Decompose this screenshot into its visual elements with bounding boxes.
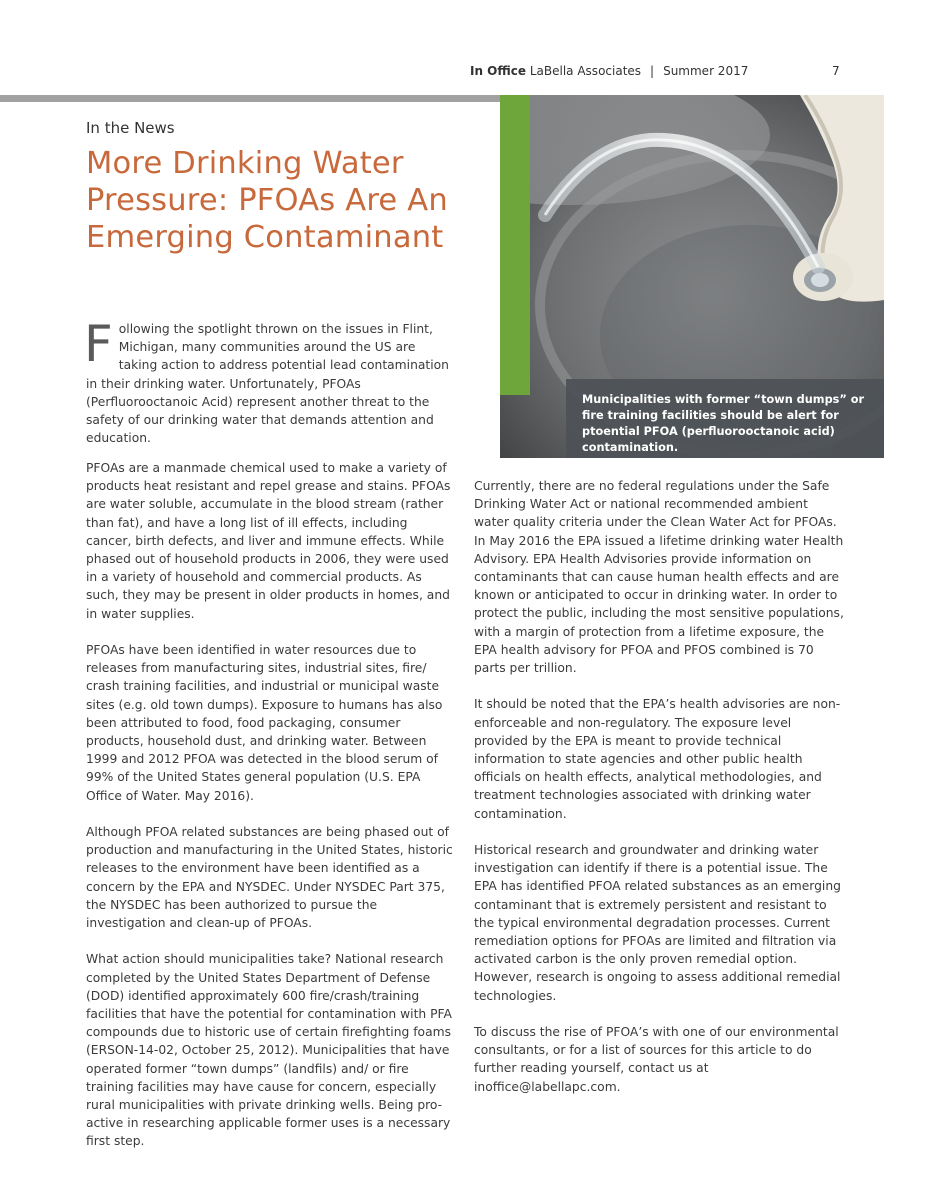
section-kicker: In the News — [86, 119, 175, 137]
body-paragraph: PFOAs are a manmade chemical used to make a variety of products heat resistant and repel grease and stains. PFOAs are water soluble, accumulate in the blood stream (rather than fat), and have a long list of ill effects, including cancer, birth defects, and liver and immune effects. While phased out of household products in 2006, they were used in a variety of household and commercial products. As such, they may be present in older products in homes, and in water supplies. — [86, 461, 451, 621]
body-paragraph: To discuss the rise of PFOA’s with one of our environmental consultants, or for a list of sources for this article to do further reading yourself, contact us at inoffice@labellapc.com. — [474, 1025, 839, 1094]
company-name: LaBella Associates — [529, 64, 642, 78]
page-number: 7 — [832, 64, 840, 78]
body-paragraph: PFOAs have been identified in water resources due to releases from manufacturing sites, industrial sites, fire/ crash training facilities, and industrial or municipal waste sites (e.g. old town dumps). Exposure to humans has also been attributed to food, food packaging, consumer products, household dust, and drinking water. Between 1999 and 2012 PFOA was detected in the blood serum of 99% of the United States general population (U.S. EPA Office of Water. May 2016). — [86, 643, 443, 803]
body-paragraph: Historical research and groundwater and drinking water investigation can identify if there is a potential issue. The EPA has identified PFOA related substances as an emerging contaminant that is extremely persistent and resistant to the typical environmental degradation processes. Current remediation options for PFOAs are limited and filtration via activated carbon is the only proven remedial option. However, research is ongoing to assess additional remedial technologies. — [474, 843, 841, 1003]
header-rule — [0, 95, 500, 102]
body-paragraph: It should be noted that the EPA’s health advisories are non-enforceable and non-regulatory. The exposure level provided by the EPA is meant to provide technical information to state agencies and other public health officials on health effects, analytical methodologies, and treatment technologies associated with drinking water contamination. — [474, 697, 841, 821]
lead-text: ollowing the spotlight thrown on the issues in Flint, Michigan, many communities around the US are taking action to address potential lead contamination in their drinking water. Unfortunately, PFOAs (Perfluorooctanoic Acid) represent another threat to the safety of our drinking water that demands attention and education. — [86, 322, 449, 446]
article-title: More Drinking Water Pressure: PFOAs Are An Emerging Contaminant — [86, 146, 448, 255]
issue-date: Summer 2017 — [663, 64, 749, 78]
body-paragraph: Although PFOA related substances are being phased out of production and manufacturing in the United States, historic releases to the environment have been identified as a concern by the EPA and NYSDEC. Under NYSDEC Part 375, the NYSDEC has been authorized to pursue the investigation and clean-up of PFOAs. — [86, 825, 453, 931]
body-column-right — [474, 477, 846, 1114]
lead-paragraph — [84, 315, 454, 447]
publication-name: In Office — [470, 64, 527, 78]
header-separator: | — [650, 64, 655, 78]
body-paragraph: What action should municipalities take? National research completed by the United States Department of Defense (DOD) identified approximately 600 fire/crash/training facilities that have the potential for contamination with PFA compounds due to historic use of certain firefighting foams (ERSON-14-02, October 25, 2012). Municipalities that have operated former “town dumps” (landfils) and/ or fire training facilities may have cause for concern, especially rural municipalities with private drinking wells. Being pro-active in researching applicable former uses is a necessary first step. — [86, 952, 452, 1149]
accent-bar — [500, 95, 530, 395]
photo-caption-box — [566, 379, 884, 458]
running-header — [470, 64, 880, 78]
drop-cap: F — [84, 315, 113, 373]
body-paragraph: Currently, there are no federal regulations under the Safe Drinking Water Act or national recommended ambient water quality criteria under the Clean Water Act for PFOAs. In May 2016 the EPA issued a lifetime drinking water Health Advisory. EPA Health Advisories provide information on contaminants that can cause human health effects and are known or anticipated to occur in drinking water. In order to protect the public, including the most sensitive populations, with a margin of protection from a lifetime exposure, the EPA health advisory for PFOA and PFOS combined is 70 parts per trillion. — [474, 479, 844, 676]
photo-caption: Municipalities with former “town dumps” or fire training facilities should be alert for ptoential PFOA (perfluorooctanoic acid) contamination. — [582, 393, 865, 454]
body-column-left — [86, 459, 454, 1169]
